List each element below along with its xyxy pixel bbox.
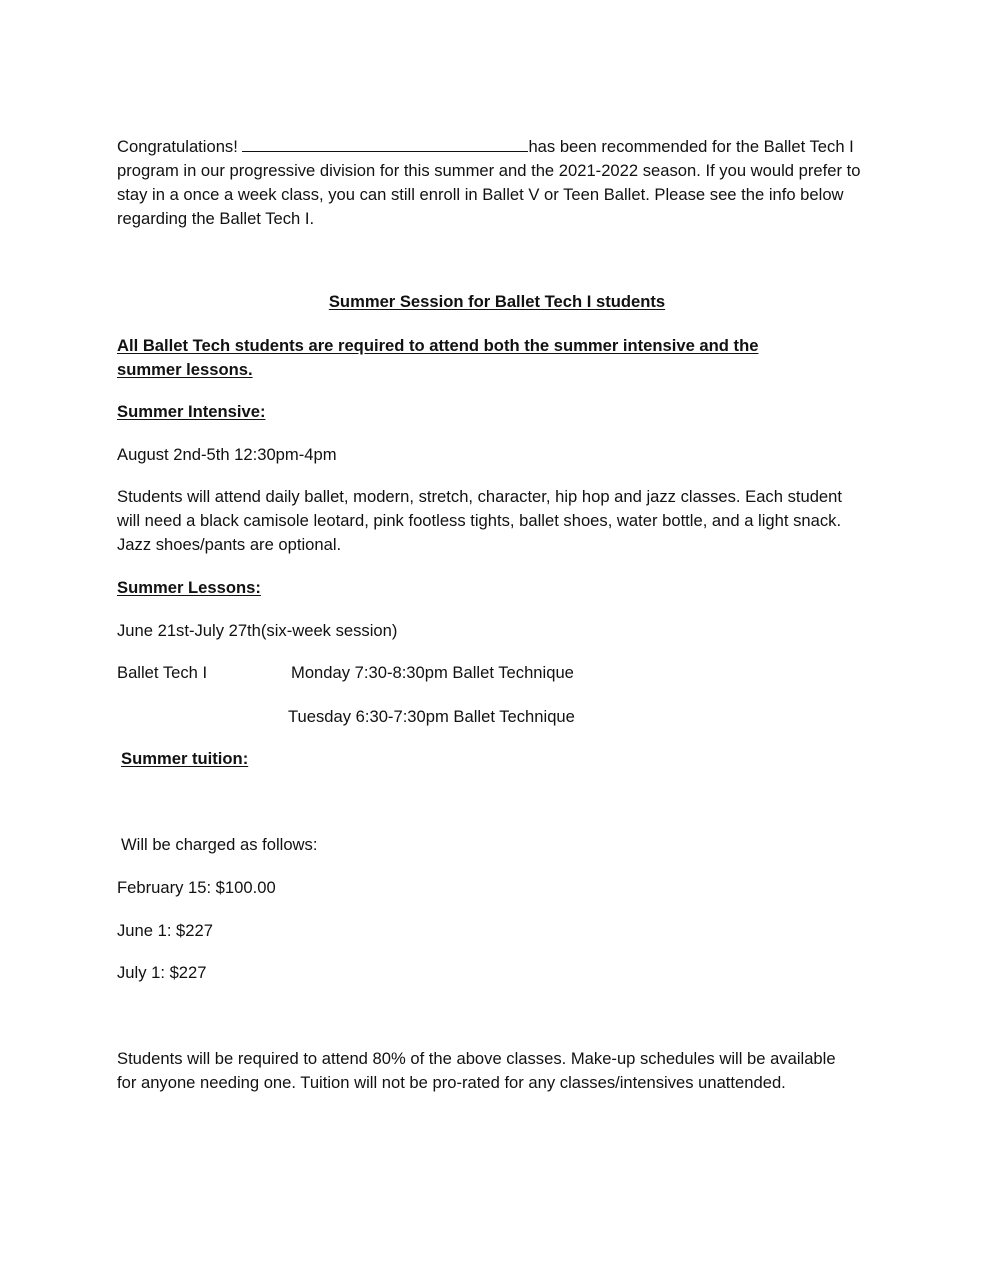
tuition-heading: Summer tuition: <box>121 749 249 768</box>
attendance-note: Students will be required to attend 80% of the above classes. Make-up schedules will be available for anyone needing one. Tuition will not be pro-rated for any classes/intensives unattended. <box>117 1049 836 1092</box>
tuition-payment-february: February 15: $100.00 <box>117 878 276 897</box>
tuition-payment-july: July 1: $227 <box>117 963 207 982</box>
tuition-charged-as: Will be charged as follows: <box>121 835 318 854</box>
document-title: Summer Session for Ballet Tech I students <box>328 292 666 311</box>
intensive-dates: August 2nd-5th 12:30pm-4pm <box>117 445 337 464</box>
student-name-blank <box>242 134 528 152</box>
lessons-heading: Summer Lessons: <box>117 578 261 597</box>
intensive-description: Students will attend daily ballet, modern, stretch, character, hip hop and jazz classes. Each student will need a black camisole leotard, pink footless tights, ballet shoes, water bottle, and a light snack. Jazz shoes/pants are optional. <box>117 487 842 554</box>
tuition-payment-june: June 1: $227 <box>117 921 213 940</box>
intro-body: has been recommended for the Ballet Tech I program in our progressive division for this summer and the 2021-2022 season. If you would prefer to stay in a once a week class, you can still enroll in Ballet V or Teen Ballet. Please see the info below regarding the Ballet Tech I. <box>117 137 861 228</box>
intensive-heading: Summer Intensive: <box>117 402 266 421</box>
intro-lead: Congratulations! <box>117 137 243 156</box>
lessons-dates: June 21st-July 27th(six-week session) <box>117 621 398 640</box>
lessons-class-name: Ballet Tech I <box>117 663 208 682</box>
requirement-notice: All Ballet Tech students are required to attend both the summer intensive and the summer lessons. <box>117 336 759 379</box>
intro-paragraph <box>117 134 877 231</box>
lessons-schedule-monday: Monday 7:30-8:30pm Ballet Technique <box>291 663 574 682</box>
lessons-schedule-tuesday: Tuesday 6:30-7:30pm Ballet Technique <box>288 707 575 726</box>
